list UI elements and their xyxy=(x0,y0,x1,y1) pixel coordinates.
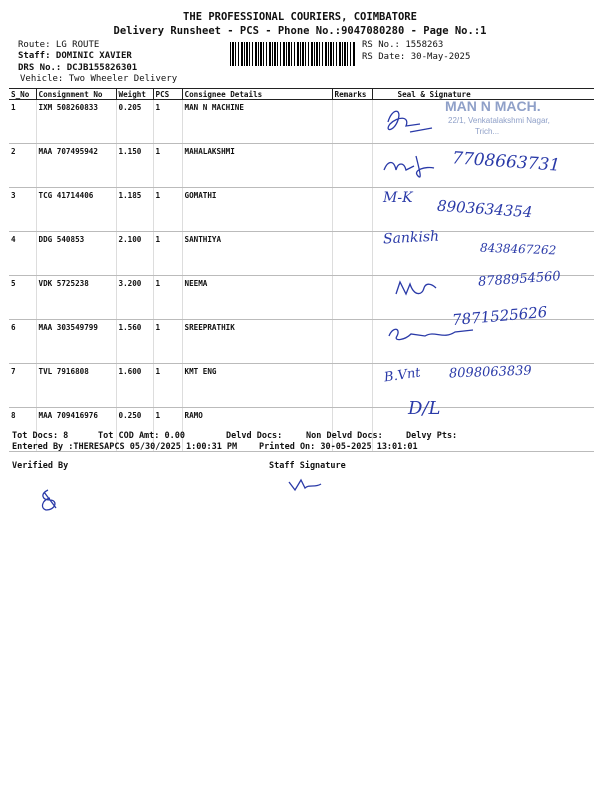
entered-by: Entered By :THERESAPCS 05/30/2025 1:00:31 PM xyxy=(12,442,238,452)
column-header: Consignee Details xyxy=(182,89,332,100)
weight-cell: 3.200 xyxy=(116,276,153,320)
remarks-cell xyxy=(332,188,372,232)
pcs-cell: 1 xyxy=(153,276,182,320)
remarks-cell xyxy=(332,276,372,320)
drs-number: DRS No.: DCJB155826301 xyxy=(18,63,138,73)
consignment-cell: VDK 5725238 xyxy=(36,276,116,320)
staff-label: Staff: DOMINIC XAVIER xyxy=(18,51,132,61)
consignment-cell: DDG 540853 xyxy=(36,232,116,276)
handwritten-phone: 7871525626 xyxy=(451,302,549,330)
sno-cell: 4 xyxy=(9,232,36,276)
pcs-cell: 1 xyxy=(153,408,182,452)
consignment-cell: MAA 707495942 xyxy=(36,144,116,188)
sno-cell: 3 xyxy=(9,188,36,232)
weight-cell: 0.250 xyxy=(116,408,153,452)
remarks-cell xyxy=(332,100,372,144)
weight-cell: 2.100 xyxy=(116,232,153,276)
sno-cell: 6 xyxy=(9,320,36,364)
vehicle-label: Vehicle: Two Wheeler Delivery xyxy=(20,74,178,84)
delivered-docs: Delvd Docs: xyxy=(226,431,283,441)
handwritten-name: Sankish xyxy=(382,228,440,248)
rs-date: RS Date: 30-May-2025 xyxy=(362,52,471,62)
column-header: Remarks xyxy=(332,89,372,100)
remarks-cell xyxy=(332,320,372,364)
pcs-cell: 1 xyxy=(153,100,182,144)
verifier-signature-icon xyxy=(34,486,64,516)
handwritten-phone: 7708663731 xyxy=(451,148,561,176)
sno-cell: 7 xyxy=(9,364,36,408)
pcs-cell: 1 xyxy=(153,364,182,408)
printed-on: Printed On: 30-05-2025 13:01:01 xyxy=(259,442,418,452)
table-row xyxy=(9,320,594,364)
delivery-table xyxy=(9,88,594,452)
weight-cell: 0.205 xyxy=(116,100,153,144)
handwritten-phone: 8098063839 xyxy=(448,363,532,382)
consignee-cell: MAHALAKSHMI xyxy=(182,144,332,188)
pcs-cell: 1 xyxy=(153,232,182,276)
column-header: PCS xyxy=(153,89,182,100)
weight-cell: 1.150 xyxy=(116,144,153,188)
signature-mark-icon xyxy=(380,102,440,140)
remarks-cell xyxy=(332,364,372,408)
column-header: Seal & Signature xyxy=(372,89,594,100)
handwritten-mark: D/L xyxy=(408,398,441,419)
runsheet-subtitle: Delivery Runsheet - PCS - Phone No.:9047080280 - Page No.:1 xyxy=(113,25,487,37)
handwritten-name: M-K xyxy=(383,190,413,206)
weight-cell: 1.600 xyxy=(116,364,153,408)
consignment-cell: TCG 41714406 xyxy=(36,188,116,232)
stamp-title: MAN N MACH. xyxy=(445,98,541,114)
handwritten-name: B.Vnt xyxy=(383,365,422,386)
sno-cell: 2 xyxy=(9,144,36,188)
signature-mark-icon xyxy=(392,276,442,300)
sno-cell: 8 xyxy=(9,408,36,452)
column-header: Weight xyxy=(116,89,153,100)
sno-cell: 5 xyxy=(9,276,36,320)
signature-mark-icon xyxy=(380,152,450,182)
barcode xyxy=(230,42,355,66)
staff-signature-icon xyxy=(285,474,325,494)
delivery-points: Delvy Pts: xyxy=(406,431,458,441)
consignee-cell: GOMATHI xyxy=(182,188,332,232)
consignment-cell: TVL 7916808 xyxy=(36,364,116,408)
remarks-cell xyxy=(332,232,372,276)
consignee-cell: KMT ENG xyxy=(182,364,332,408)
non-delivered-docs: Non Delvd Docs: xyxy=(306,431,383,441)
pcs-cell: 1 xyxy=(153,188,182,232)
stamp-address: 22/1, Venkatalakshmi Nagar, xyxy=(448,116,550,125)
pcs-cell: 1 xyxy=(153,144,182,188)
rs-number: RS No.: 1558263 xyxy=(362,40,444,50)
weight-cell: 1.560 xyxy=(116,320,153,364)
consignment-cell: MAA 303549799 xyxy=(36,320,116,364)
remarks-cell xyxy=(332,144,372,188)
column-header: Consignment No xyxy=(36,89,116,100)
verified-by-label: Verified By xyxy=(12,461,69,471)
consignee-cell: SREEPRATHIK xyxy=(182,320,332,364)
route-label: Route: LG ROUTE xyxy=(18,40,100,50)
weight-cell: 1.185 xyxy=(116,188,153,232)
sno-cell: 1 xyxy=(9,100,36,144)
consignee-cell: SANTHIYA xyxy=(182,232,332,276)
total-docs: Tot Docs: 8 xyxy=(12,431,69,441)
consignment-cell: MAA 709416976 xyxy=(36,408,116,452)
handwritten-phone: 8903634354 xyxy=(436,196,533,222)
signature-mark-icon xyxy=(385,322,485,344)
pcs-cell: 1 xyxy=(153,320,182,364)
total-cod-amount: Tot COD Amt: 0.00 xyxy=(98,431,185,441)
stamp-city: Trich... xyxy=(475,127,500,136)
company-title: THE PROFESSIONAL COURIERS, COIMBATORE xyxy=(183,11,417,23)
consignee-cell: NEEMA xyxy=(182,276,332,320)
consignee-cell: MAN N MACHINE xyxy=(182,100,332,144)
handwritten-phone: 8438467262 xyxy=(479,240,557,258)
column-header: S_No xyxy=(9,89,36,100)
consignment-cell: IXM 508260833 xyxy=(36,100,116,144)
handwritten-phone: 8788954560 xyxy=(477,269,562,290)
consignee-cell: RAMO xyxy=(182,408,332,452)
staff-signature-label: Staff Signature xyxy=(269,461,346,471)
